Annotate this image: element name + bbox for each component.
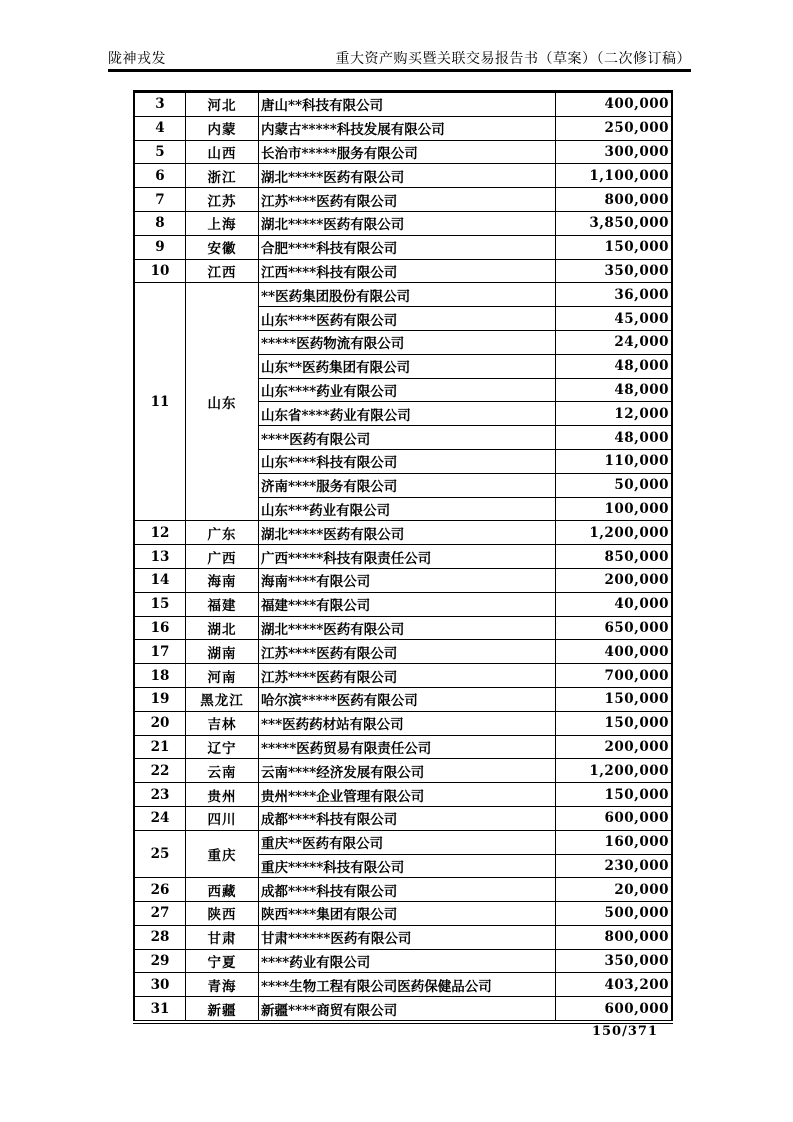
company-name-cell: *****医药物流有限公司	[259, 330, 556, 354]
row-number-cell: 23	[134, 783, 186, 807]
region-cell: 西藏	[186, 878, 259, 902]
row-number-cell: 16	[134, 616, 186, 640]
company-name-cell: 广西*****科技有限责任公司	[259, 545, 556, 569]
amount-cell: 400,000	[556, 640, 673, 664]
amount-cell: 350,000	[556, 259, 673, 283]
region-cell: 陕西	[186, 902, 259, 926]
row-number-cell: 31	[134, 997, 186, 1022]
table-row	[134, 164, 672, 188]
company-name-cell: 湖北*****医药有限公司	[259, 616, 556, 640]
table-row	[134, 116, 672, 140]
amount-cell: 48,000	[556, 378, 673, 402]
region-cell: 内蒙	[186, 116, 259, 140]
company-name-cell: 山东省****药业有限公司	[259, 402, 556, 426]
company-name-cell: 山东***药业有限公司	[259, 497, 556, 521]
company-name-cell: 合肥****科技有限公司	[259, 235, 556, 259]
amount-cell: 200,000	[556, 568, 673, 592]
region-cell: 黑龙江	[186, 687, 259, 711]
row-number-cell: 21	[134, 735, 186, 759]
amount-cell: 850,000	[556, 545, 673, 569]
company-name-cell: 唐山**科技有限公司	[259, 92, 556, 117]
table-row	[134, 188, 672, 212]
amount-cell: 250,000	[556, 116, 673, 140]
company-name-cell: 山东**医药集团有限公司	[259, 354, 556, 378]
amount-cell: 500,000	[556, 902, 673, 926]
row-number-cell: 12	[134, 521, 186, 545]
amount-cell: 600,000	[556, 806, 673, 830]
region-cell: 河南	[186, 664, 259, 688]
region-cell: 青海	[186, 973, 259, 997]
amount-cell: 150,000	[556, 235, 673, 259]
table-row	[134, 878, 672, 902]
company-name-cell: 甘肃******医药有限公司	[259, 925, 556, 949]
table-row	[134, 664, 672, 688]
amount-cell: 110,000	[556, 449, 673, 473]
company-name-cell: 陕西****集团有限公司	[259, 902, 556, 926]
amount-cell: 3,850,000	[556, 211, 673, 235]
amount-cell: 230,000	[556, 854, 673, 878]
company-name-cell: 山东****医药有限公司	[259, 307, 556, 331]
region-cell: 安徽	[186, 235, 259, 259]
company-name-cell: 江苏****医药有限公司	[259, 664, 556, 688]
company-name-cell: 山东****科技有限公司	[259, 449, 556, 473]
region-cell: 吉林	[186, 711, 259, 735]
table-row	[134, 806, 672, 830]
region-cell: 广西	[186, 545, 259, 569]
row-number-cell: 24	[134, 806, 186, 830]
company-name-cell: 成都****科技有限公司	[259, 806, 556, 830]
header-report-title: 重大资产购买暨关联交易报告书（草案）（二次修订稿）	[335, 51, 691, 67]
amount-cell: 48,000	[556, 426, 673, 450]
amount-cell: 800,000	[556, 188, 673, 212]
row-number-cell: 27	[134, 902, 186, 926]
company-name-cell: 成都****科技有限公司	[259, 878, 556, 902]
region-cell: 海南	[186, 568, 259, 592]
row-number-cell: 14	[134, 568, 186, 592]
company-name-cell: ****药业有限公司	[259, 949, 556, 973]
region-cell: 新疆	[186, 997, 259, 1022]
region-cell: 浙江	[186, 164, 259, 188]
region-cell: 重庆	[186, 830, 259, 878]
company-name-cell: 贵州****企业管理有限公司	[259, 783, 556, 807]
amount-cell: 400,000	[556, 92, 673, 117]
company-name-cell: ***医药药材站有限公司	[259, 711, 556, 735]
company-name-cell: 湖北*****医药有限公司	[259, 164, 556, 188]
table-row	[134, 592, 672, 616]
row-number-cell: 8	[134, 211, 186, 235]
table-row	[134, 640, 672, 664]
table-row	[134, 616, 672, 640]
amount-cell: 150,000	[556, 687, 673, 711]
table-row	[134, 259, 672, 283]
row-number-cell: 7	[134, 188, 186, 212]
region-cell: 四川	[186, 806, 259, 830]
row-number-cell: 15	[134, 592, 186, 616]
amount-cell: 800,000	[556, 925, 673, 949]
table-row	[134, 925, 672, 949]
table-row	[134, 140, 672, 164]
region-cell: 山东	[186, 283, 259, 521]
company-name-cell: 江苏****医药有限公司	[259, 640, 556, 664]
company-name-cell: ****医药有限公司	[259, 426, 556, 450]
company-name-cell: 新疆****商贸有限公司	[259, 997, 556, 1022]
company-name-cell: *****医药贸易有限责任公司	[259, 735, 556, 759]
region-cell: 上海	[186, 211, 259, 235]
amount-cell: 150,000	[556, 783, 673, 807]
region-cell: 河北	[186, 92, 259, 117]
company-name-cell: 湖北*****医药有限公司	[259, 521, 556, 545]
page-header	[108, 48, 691, 68]
header-rule	[108, 69, 691, 72]
amount-cell: 48,000	[556, 354, 673, 378]
table-row	[134, 783, 672, 807]
row-number-cell: 17	[134, 640, 186, 664]
table-row	[134, 92, 672, 117]
amount-cell: 600,000	[556, 997, 673, 1022]
amount-cell: 45,000	[556, 307, 673, 331]
company-name-cell: 济南****服务有限公司	[259, 473, 556, 497]
table-row	[134, 759, 672, 783]
row-number-cell: 28	[134, 925, 186, 949]
amount-cell: 700,000	[556, 664, 673, 688]
table-row	[134, 711, 672, 735]
masked-companies-table	[133, 90, 673, 1024]
row-number-cell: 6	[134, 164, 186, 188]
row-number-cell: 3	[134, 92, 186, 117]
region-cell: 贵州	[186, 783, 259, 807]
region-cell: 山西	[186, 140, 259, 164]
row-number-cell: 20	[134, 711, 186, 735]
region-cell: 福建	[186, 592, 259, 616]
company-name-cell: 海南****有限公司	[259, 568, 556, 592]
amount-cell: 1,200,000	[556, 521, 673, 545]
row-number-cell: 10	[134, 259, 186, 283]
region-cell: 广东	[186, 521, 259, 545]
company-name-cell: 江西****科技有限公司	[259, 259, 556, 283]
region-cell: 云南	[186, 759, 259, 783]
company-name-cell: 哈尔滨*****医药有限公司	[259, 687, 556, 711]
company-name-cell: 江苏****医药有限公司	[259, 188, 556, 212]
row-number-cell: 4	[134, 116, 186, 140]
row-number-cell: 5	[134, 140, 186, 164]
amount-cell: 350,000	[556, 949, 673, 973]
amount-cell: 160,000	[556, 830, 673, 854]
row-number-cell: 19	[134, 687, 186, 711]
company-name-cell: 长治市*****服务有限公司	[259, 140, 556, 164]
table-row	[134, 235, 672, 259]
page-number: 150/371	[591, 1024, 658, 1039]
region-cell: 湖南	[186, 640, 259, 664]
company-name-cell: 山东****药业有限公司	[259, 378, 556, 402]
amount-cell: 403,200	[556, 973, 673, 997]
table-row	[134, 521, 672, 545]
company-name-cell: 重庆**医药有限公司	[259, 830, 556, 854]
company-name-cell: 云南****经济发展有限公司	[259, 759, 556, 783]
table-row	[134, 902, 672, 926]
region-cell: 甘肃	[186, 925, 259, 949]
region-cell: 宁夏	[186, 949, 259, 973]
table-row	[134, 283, 672, 307]
table-row	[134, 997, 672, 1022]
row-number-cell: 13	[134, 545, 186, 569]
amount-cell: 40,000	[556, 592, 673, 616]
row-number-cell: 22	[134, 759, 186, 783]
row-number-cell: 29	[134, 949, 186, 973]
table-row	[134, 687, 672, 711]
amount-cell: 200,000	[556, 735, 673, 759]
amount-cell: 50,000	[556, 473, 673, 497]
row-number-cell: 11	[134, 283, 186, 521]
company-name-cell: 内蒙古*****科技发展有限公司	[259, 116, 556, 140]
amount-cell: 1,200,000	[556, 759, 673, 783]
table-row	[134, 973, 672, 997]
amount-cell: 100,000	[556, 497, 673, 521]
table-row	[134, 545, 672, 569]
region-cell: 湖北	[186, 616, 259, 640]
amount-cell: 36,000	[556, 283, 673, 307]
row-number-cell: 25	[134, 830, 186, 878]
region-cell: 辽宁	[186, 735, 259, 759]
amount-cell: 1,100,000	[556, 164, 673, 188]
row-number-cell: 18	[134, 664, 186, 688]
company-name-cell: **医药集团股份有限公司	[259, 283, 556, 307]
amount-cell: 12,000	[556, 402, 673, 426]
table-row	[134, 211, 672, 235]
table-row	[134, 949, 672, 973]
row-number-cell: 9	[134, 235, 186, 259]
row-number-cell: 30	[134, 973, 186, 997]
company-name-cell: 福建****有限公司	[259, 592, 556, 616]
amount-cell: 650,000	[556, 616, 673, 640]
table-row	[134, 568, 672, 592]
amount-cell: 20,000	[556, 878, 673, 902]
header-company-short-name: 陇神戎发	[108, 51, 166, 67]
amount-cell: 300,000	[556, 140, 673, 164]
table-row	[134, 830, 672, 854]
table-body	[134, 92, 672, 1023]
amount-cell: 150,000	[556, 711, 673, 735]
company-name-cell: 湖北*****医药有限公司	[259, 211, 556, 235]
company-name-cell: ****生物工程有限公司医药保健品公司	[259, 973, 556, 997]
table-row	[134, 735, 672, 759]
region-cell: 江苏	[186, 188, 259, 212]
company-name-cell: 重庆*****科技有限公司	[259, 854, 556, 878]
row-number-cell: 26	[134, 878, 186, 902]
region-cell: 江西	[186, 259, 259, 283]
amount-cell: 24,000	[556, 330, 673, 354]
